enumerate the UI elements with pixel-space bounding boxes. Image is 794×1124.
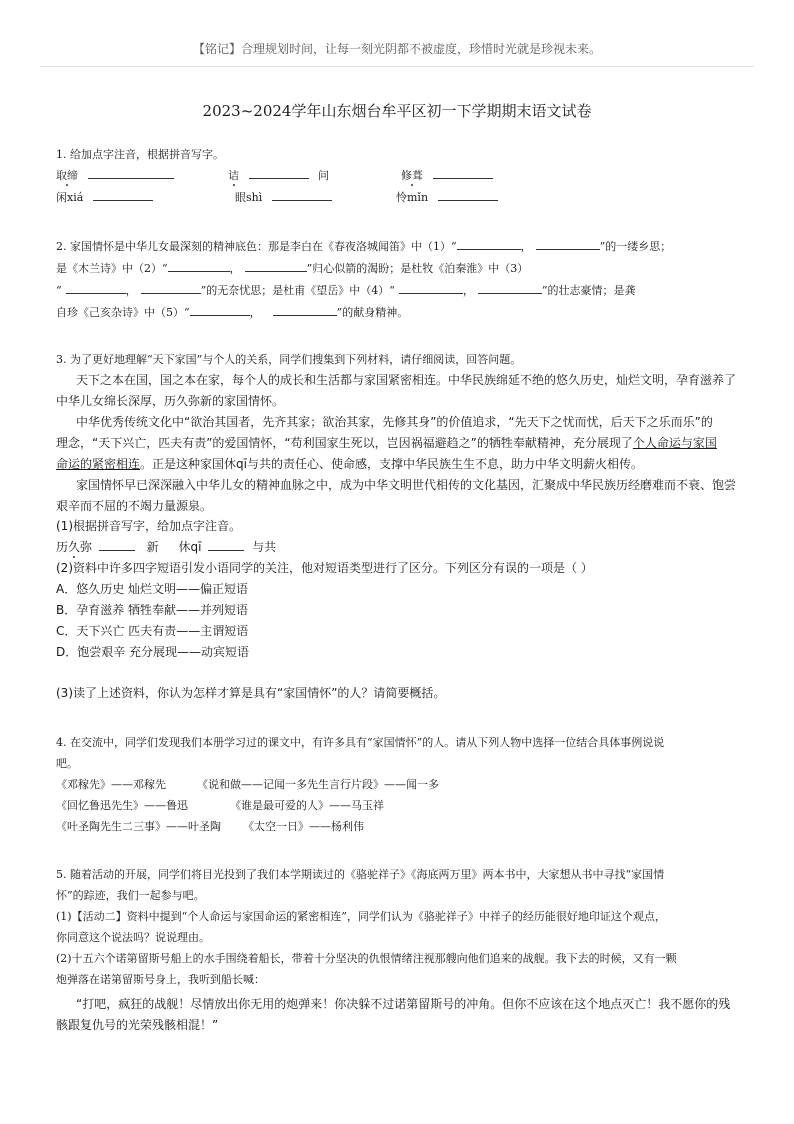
q5-quote-1: “打吧，疯狂的战舰！尽情放出你无用的炮弹来！你决躲不过诺第留斯号的冲角。但你不应该在这个地点灭亡！我不愿你的残 (76, 997, 731, 1011)
q1-blank-4[interactable] (93, 188, 153, 201)
q1-item-quti (56, 166, 174, 183)
q1-stem: 1. 给加点字注音，根据拼音写字。 (56, 148, 224, 161)
q3-underlined-phrase: 个人命运与家国 (632, 436, 717, 450)
q3-option-d[interactable]: D．饱尝艰辛 充分展现——动宾短语 (56, 645, 250, 659)
q3-paragraph-3a: 家国情怀早已深深融入中华儿女的精神血脉之中，成为中华文明世代相传的文化基因，汇聚成中华民族历经磨难而不衰、饱尝 (76, 478, 737, 492)
q2-text: ”的无奈忧思；是杜甫《望岳》中（4）“ (200, 284, 395, 297)
q3-stem: 3. 为了更好地理解“天下家国”与个人的关系，同学们搜集到下列材料，请仔细阅读，回答问题。 (56, 353, 522, 366)
q4-row-3b: 《太空一日》——杨利伟 (243, 820, 364, 833)
q2-blank-5b[interactable] (273, 303, 337, 316)
q2-blank-5a[interactable] (190, 303, 250, 316)
q2-blank-2a[interactable] (168, 259, 230, 272)
q1-blank-2[interactable] (249, 166, 309, 179)
q1-blank-6[interactable] (438, 188, 498, 201)
q3-paragraph-2b (56, 434, 717, 451)
q4-row-3a: 《叶圣陶先生二三事》——叶圣陶 (56, 820, 221, 833)
q2-sep: ， (462, 284, 474, 297)
q5-quote-2: 骸跟复仇号的光荣残骸相混！” (56, 1018, 219, 1032)
q2-text: 是《木兰诗》中（2）“ (56, 262, 168, 275)
q1-blank-3[interactable] (433, 166, 493, 179)
q3-paragraph-2a: 中华优秀传统文化中“欲治其国者，先齐其家；欲治其家，先修其身”的价值追求，“先天下之忧而忧，后天下之乐而乐”的 (76, 415, 713, 429)
q4-row-1a: 《邓稼先》——邓稼先 (56, 778, 166, 791)
q3-sub-1: (1)根据拼音写字，给加点字注音。 (56, 519, 241, 533)
q2-sep: ， (249, 306, 261, 319)
q2-blank-3b[interactable] (141, 281, 201, 294)
q1-word-lianmin: 怜mǐn (396, 191, 429, 204)
q4-row-2a: 《回忆鲁迅先生》——鲁迅 (56, 799, 188, 812)
q2-blank-4b[interactable] (478, 281, 542, 294)
q5-sub-2a: (2)十五六个诺第留斯号船上的水手围绕着船长，带着十分坚决的仇恨情绪注视那艘向他们追来的战舰。我下去的时候，又有一颗 (56, 952, 677, 965)
q4-row-2b: 《谁是最可爱的人》——马玉祥 (230, 799, 384, 812)
q2-blank-1b[interactable] (536, 237, 600, 250)
q2-text: 自珍《己亥杂诗》中（5）“ (56, 306, 190, 319)
q1-word-wen: 问 (318, 169, 329, 182)
q3-paragraph-2c (56, 455, 643, 472)
page-title: 2023~2024学年山东烟台牟平区初一下学期期末语文试卷 (202, 102, 592, 120)
q1-item-yanshi (235, 188, 332, 205)
q3-option-b[interactable]: B．孕育滋养 牺牲奉献——并列短语 (56, 603, 249, 617)
q2-text: ”的一缕乡思； (599, 240, 672, 253)
q2-sep: ， (520, 240, 532, 253)
q1-item-xiuqi (401, 166, 493, 183)
q2-text: “ (56, 284, 62, 297)
q2-sep: ， (229, 262, 241, 275)
q1-word-yanshi: 眼shì (235, 191, 263, 204)
q5-sub-1a: (1)【活动二】资料中提到“个人命运与家国命运的紧密相连”，同学们认为《骆驼祥子》中祥子的经历能很好地印证这个观点， (56, 910, 666, 923)
q1-word-quti: 取缔 (56, 169, 78, 182)
q2-text: ”归心似箭的渴盼；是杜牧《泊秦淮》中（3） (306, 262, 529, 275)
q2-text: ”的壮志豪情；是龚 (541, 284, 636, 297)
q3-sub-3: (3)读了上述资料，你认为怎样才算是具有“家国情怀”的人？请简要概括。 (56, 686, 446, 700)
q1-blank-1[interactable] (88, 166, 174, 179)
q4-stem-2: 吧。 (56, 757, 78, 770)
q2-blank-3a[interactable] (66, 281, 126, 294)
q1-word-xianxia: 闲xiá (56, 191, 84, 204)
q1-blank-5[interactable] (272, 188, 332, 201)
q4-row-1b: 《说和做——记闻一多先生言行片段》——闻一多 (197, 778, 439, 791)
q2-line-1 (56, 237, 671, 254)
q3-blank-1[interactable] (99, 538, 135, 551)
q1-word-xiuqi: 修葺 (401, 169, 423, 182)
header-divider (40, 66, 754, 67)
q3-sub-2: (2)资料中许多四字短语引发小语同学的关注，他对短语类型进行了区分。下列区分有误的一项是（ ） (56, 561, 593, 575)
q5-stem-1: 5. 随着活动的开展，同学们将目光投到了我们本学期读过的《骆驼祥子》《海底两万里》两本书中，大家想从书中寻找“家国情 (56, 868, 665, 881)
q3-word-xiuqi: 休qī (178, 540, 202, 554)
q5-sub-1b: 你同意这个说法吗？说说理由。 (56, 931, 210, 944)
q2-line-4 (56, 303, 408, 320)
q3-blank-2[interactable] (208, 538, 244, 551)
q2-line-3 (56, 281, 636, 298)
q2-text: ”的献身精神。 (336, 306, 409, 319)
q3-option-a[interactable]: A．悠久历史 灿烂文明——偏正短语 (56, 582, 249, 596)
q2-blank-2b[interactable] (245, 259, 307, 272)
q2-blank-4a[interactable] (399, 281, 463, 294)
q3-word-xin: 新 (146, 540, 159, 554)
q3-paragraph-3b: 艰辛而不屈的不竭力量源泉。 (56, 499, 213, 513)
q3-word-lijiumi: 历久弥 (56, 540, 93, 554)
q1-word-jie: 诘 (228, 169, 239, 182)
q2-text: 2. 家国情怀是中华儿女最深刻的精神底色：那是李白在《春夜洛城闻笛》中（1）“ (56, 240, 457, 253)
q3-paragraph-1a: 天下之本在国，国之本在家，每个人的成长和生活都与家国紧密相连。中华民族绵延不绝的悠久历史，灿烂文明，孕育滋养了 (76, 373, 737, 387)
q5-stem-2: 怀”的踪迹，我们一起参与吧。 (56, 889, 205, 902)
q1-item-jiewen (228, 166, 329, 183)
q3-option-c[interactable]: C．天下兴亡 匹夫有责——主谓短语 (56, 624, 249, 638)
q1-item-lianmin (396, 188, 498, 205)
q3-text: 。正是这种家国休qī与共的责任心、使命感，支撑中华民族生生不息，助力中华文明薪火相传。 (140, 457, 643, 471)
q2-blank-1a[interactable] (457, 237, 521, 250)
q3-underlined-phrase: 命运的紧密相连 (56, 457, 141, 471)
q2-sep: ， (125, 284, 137, 297)
q3-sub-1-answers (56, 538, 276, 555)
q2-line-2 (56, 259, 528, 276)
q4-stem-1: 4. 在交流中，同学们发现我们本册学习过的课文中，有许多具有“家国情怀”的人。请从下列人物中选择一位结合具体事例说说 (56, 736, 665, 749)
q1-item-xianxia (56, 188, 153, 205)
q5-sub-2b: 炮弹落在诺第留斯号身上，我听到船长喊： (56, 973, 265, 986)
q3-paragraph-1b: 中华儿女绵长深厚，历久弥新的家国情怀。 (56, 394, 285, 408)
q3-word-yugong: 与共 (252, 540, 277, 554)
header-motto: 【铭记】合理规划时间，让每一刻光阴都不被虚度，珍惜时光就是珍视未来。 (192, 42, 601, 56)
q3-text: 理念，“天下兴亡，匹夫有责”的爱国情怀，“苟利国家生死以，岂因祸福避趋之”的牺牲奉献精神，充分展现了 (56, 436, 633, 450)
